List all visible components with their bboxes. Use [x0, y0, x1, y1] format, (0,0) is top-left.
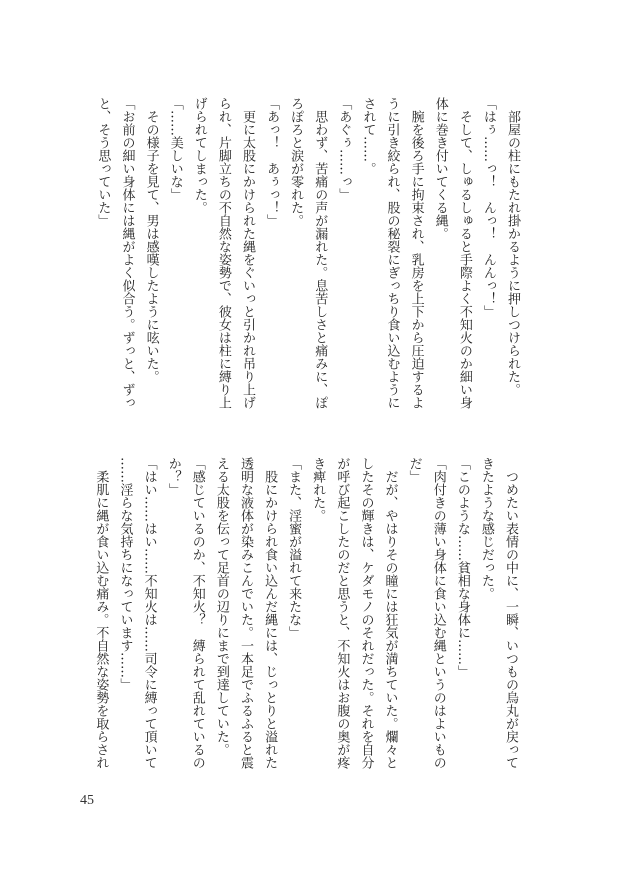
text-line: られ、片脚立ちの不自然な姿勢で、彼女は柱に縛り上 [215, 97, 231, 409]
text-line: 「はい……はい……不知火は……司令に縛って頂いて [141, 457, 157, 769]
text-line: されて……。 [360, 97, 376, 175]
text-line: と、そう思っていた」 [95, 97, 111, 227]
text-line: うに引き絞られ、股の秘裂にぎっちり食い込むように [384, 97, 400, 409]
text-line: か？」 [165, 457, 181, 496]
text-line: 「あぐぅ……っ」 [336, 97, 352, 201]
text-line: だ」 [406, 457, 422, 483]
text-line: 思わず、苦痛の声が漏れた。息苦しさと痛みに、ぽ [312, 97, 328, 409]
text-line: える太股を伝って足首の辺りにまで到達していた。 [213, 457, 229, 756]
text-line: 腕を後ろ手に拘束され、乳房を上下から圧迫するよ [408, 97, 424, 409]
text-line: 「はぅ……っ！ んっ！ んんっ！」 [480, 97, 496, 318]
text-line: 「肉付きの薄い身体に食い込む縄というのはよいもの [430, 457, 446, 769]
text-line: 「感じているのか、不知火？ 縛られて乱れているの [189, 457, 205, 769]
text-line: そして、しゅるしゅると手際よく不知火のか細い身 [456, 97, 472, 409]
text-line: きたような感じだった。 [478, 457, 494, 600]
text-line: 柔肌に縄が食い込む痛み。不自然な姿勢を取らされ [93, 457, 109, 769]
text-line: だが、やはりその瞳には狂気が満ちていた。爛々と [382, 457, 398, 769]
text-line: ろぽろと涙が零れた。 [288, 97, 304, 227]
text-line: 「お前の細い身体には縄がよく似合う。ずっと、ずっ [119, 97, 135, 409]
text-block-bottom [88, 457, 522, 773]
text-line: 透明な液体が染みこんでいた。一本足でふるふると震 [237, 457, 253, 769]
text-line: 「あっ！ あぅっ！」 [264, 97, 280, 227]
text-block-top [90, 97, 524, 413]
text-line: 「このような……貧相な身体に……」 [454, 457, 470, 678]
text-line: 「……美しいな」 [167, 97, 183, 201]
text-line: 更に太股にかけられた縄をぐいっと引かれ吊り上げ [239, 97, 255, 409]
text-line: 「また、淫蜜が溢れて来たな」 [286, 457, 302, 639]
text-line: 体に巻き付いてくる縄。 [432, 97, 448, 240]
text-line: 部屋の柱にもたれ掛かるように押しつけられた。 [505, 97, 520, 396]
text-line: ……淫らな気持ちになっています……」 [117, 457, 133, 691]
page-number: 45 [80, 793, 94, 808]
text-line: 股にかけられ食い込んだ縄には、じっとりと溢れた [262, 457, 278, 769]
text-line: したその輝きは、ケダモノのそれだった。それを自分 [358, 457, 374, 769]
text-line: つめたい表情の中に、一瞬、いつもの烏丸が戻って [503, 457, 518, 769]
text-line: き痺れた。 [310, 457, 326, 522]
text-line: その様子を見て、男は感嘆したように呟いた。 [143, 97, 159, 383]
text-line: げられてしまった。 [191, 97, 207, 214]
text-line: が呼び起こしたのだと思うと、不知火はお腹の奥が疼 [334, 457, 350, 769]
